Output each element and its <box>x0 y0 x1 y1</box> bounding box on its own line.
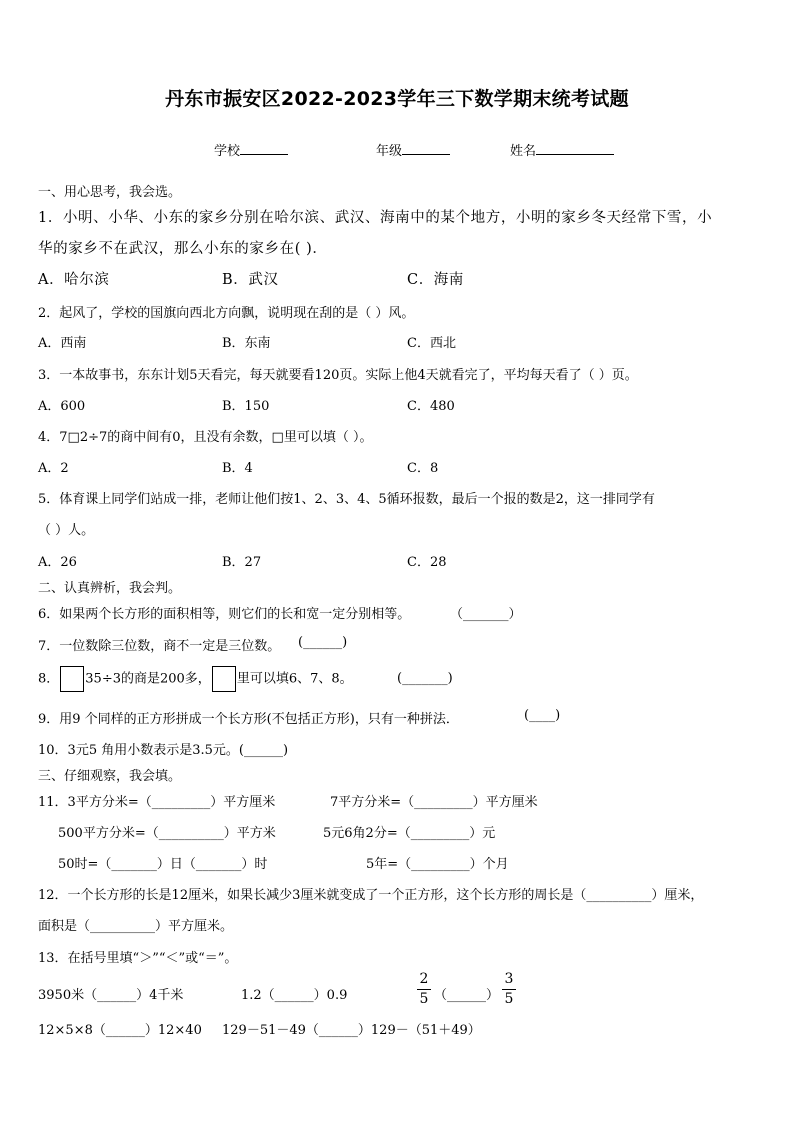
q12-line1: 12．一个长方形的长是12厘米，如果长减少3厘米就变成了一个正方形，这个长方形的周长是（__________）厘米， <box>38 888 704 903</box>
q3-text: 3．一本故事书，东东计划5天看完，每天就要看120页。实际上他4天就看完了，平均每天看了（ ）页。 <box>38 368 638 383</box>
q6-text: 6．如果两个长方形的面积相等，则它们的长和宽一定分别相等。 <box>38 607 411 622</box>
q8-answer[interactable]: (_______) <box>397 671 453 686</box>
q13-fraction-1-denominator: 5 <box>419 991 429 1007</box>
q9-text: 9．用9 个同样的正方形拼成一个长方形(不包括正方形)，只有一种拼法． <box>38 712 459 727</box>
q1-line1: 1．小明、小华、小东的家乡分别在哈尔滨、武汉、海南中的某个地方，小明的家乡冬天经常下雪，小 <box>38 210 713 226</box>
q2-option-b[interactable]: B．东南 <box>222 336 271 351</box>
grade-field[interactable] <box>376 140 450 159</box>
q3-option-a[interactable]: A．600 <box>38 399 86 414</box>
school-blank[interactable] <box>240 141 288 155</box>
q6-answer[interactable]: （_______） <box>450 607 522 622</box>
q1-option-b[interactable]: B．武汉 <box>222 272 279 288</box>
q8-part1: 35÷3的商是200多， <box>85 671 211 687</box>
name-field[interactable] <box>510 140 614 159</box>
q5-option-c[interactable]: C．28 <box>407 555 447 570</box>
q4-option-b[interactable]: B．4 <box>222 461 253 476</box>
q1-option-c[interactable]: C．海南 <box>407 272 464 288</box>
q13-fraction-2-numerator: 3 <box>502 971 516 990</box>
q13-fraction-2-denominator: 5 <box>504 991 514 1007</box>
grade-label: 年级 <box>376 144 403 159</box>
q2-text: 2．起风了，学校的国旗向西北方向飘，说明现在刮的是（ ）风。 <box>38 306 415 321</box>
q13-item-e[interactable]: 129－51－49（______）129－（51＋49） <box>222 1023 481 1038</box>
section-3-heading: 三、仔细观察，我会填。 <box>38 769 182 784</box>
q10-text: 10．3元5 角用小数表示是3.5元。(______) <box>38 743 289 758</box>
q13-fraction-1 <box>417 971 431 1008</box>
q4-option-a[interactable]: A．2 <box>38 461 69 476</box>
q3-option-c[interactable]: C．480 <box>407 399 455 414</box>
name-label: 姓名 <box>510 144 537 159</box>
q8-box-1[interactable] <box>60 666 84 692</box>
q7-text: 7．一位数除三位数，商不一定是三位数。 <box>38 639 281 654</box>
name-blank[interactable] <box>536 141 614 155</box>
q2-option-a[interactable]: A．西南 <box>38 336 87 351</box>
q4-text: 4．7□2÷7的商中间有0，且没有余数，□里可以填（ ）。 <box>38 430 373 445</box>
q11-row1-a[interactable]: 11．3平方分米=（_________）平方厘米 <box>38 795 276 810</box>
q8-part2: 里可以填6、7、8。 <box>236 671 353 687</box>
q13-fraction-1-numerator: 2 <box>417 971 431 990</box>
school-field[interactable] <box>214 140 288 159</box>
q4-option-c[interactable]: C．8 <box>407 461 439 476</box>
q13-item-d[interactable]: 12×5×8（______）12×40 <box>38 1023 202 1038</box>
q8-number: 8． <box>38 671 60 687</box>
q13-text: 13．在括号里填“＞”“＜”或“＝”。 <box>38 951 238 966</box>
page-title: 丹东市振安区2022-2023学年三下数学期末统考试题 <box>165 88 629 110</box>
q13-item-a[interactable]: 3950米（______）4千米 <box>38 988 184 1003</box>
q2-option-c[interactable]: C．西北 <box>407 336 456 351</box>
q5-line2: （ ）人。 <box>38 523 95 538</box>
q1-line2: 华的家乡不在武汉，那么小东的家乡在( )． <box>38 241 328 257</box>
q3-option-b[interactable]: B．150 <box>222 399 270 414</box>
q11-row2-b[interactable]: 5元6角2分=（_________）元 <box>323 826 496 841</box>
q8-line <box>38 666 353 692</box>
q11-row1-b[interactable]: 7平方分米=（_________）平方厘米 <box>330 795 538 810</box>
q13-item-b[interactable]: 1.2（______）0.9 <box>241 988 348 1003</box>
grade-blank[interactable] <box>402 141 450 155</box>
q11-row3-a[interactable]: 50时=（_______）日（_______）时 <box>58 857 268 872</box>
q8-box-2[interactable] <box>212 666 236 692</box>
q5-line1: 5．体育课上同学们站成一排，老师让他们按1、2、3、4、5循环报数，最后一个报的数是2，这一排同学有 <box>38 492 655 507</box>
section-1-heading: 一、用心思考，我会选。 <box>38 185 182 200</box>
q9-answer[interactable]: (____) <box>524 708 561 723</box>
q1-option-a[interactable]: A．哈尔滨 <box>38 272 110 288</box>
q11-row3-b[interactable]: 5年=（_________）个月 <box>366 857 509 872</box>
school-label: 学校 <box>214 144 241 159</box>
q5-option-b[interactable]: B．27 <box>222 555 262 570</box>
section-2-heading: 二、认真辨析，我会判。 <box>38 581 182 596</box>
q7-answer[interactable]: (______) <box>298 635 348 650</box>
q12-line2: 面积是（__________）平方厘米。 <box>38 919 234 934</box>
q11-row2-a[interactable]: 500平方分米=（__________）平方米 <box>58 826 276 841</box>
q13-fraction-2 <box>502 971 516 1008</box>
q13-item-c[interactable]: （______） <box>434 988 500 1003</box>
q5-option-a[interactable]: A．26 <box>38 555 77 570</box>
